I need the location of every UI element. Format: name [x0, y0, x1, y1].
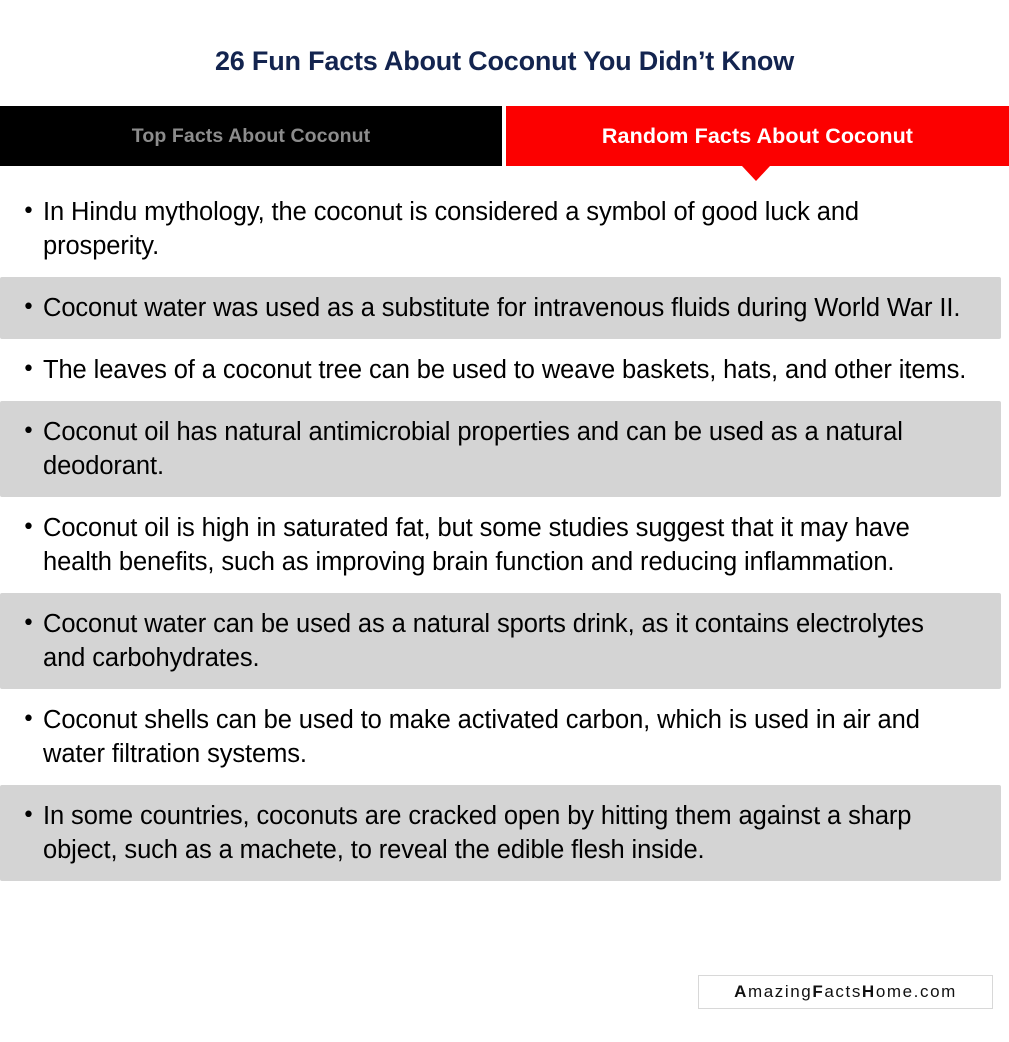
bullet-icon: • — [22, 515, 35, 541]
list-item — [0, 497, 1009, 593]
tab-bar — [0, 106, 1009, 166]
watermark-badge — [698, 975, 993, 1009]
list-item — [0, 689, 1009, 785]
fact-text: Coconut water was used as a substitute for intravenous fluids during World War II. — [43, 294, 961, 323]
bullet-icon: • — [22, 803, 35, 829]
bullet-icon: • — [22, 707, 35, 733]
bullet-icon: • — [22, 199, 35, 225]
page-title: 26 Fun Facts About Coconut You Didn’t Know — [214, 46, 795, 77]
fact-text: In some countries, coconuts are cracked open by hitting them against a sharp object, such as a machete, to reveal the edible flesh inside. — [43, 802, 912, 865]
bullet-icon: • — [22, 419, 35, 445]
fact-text: Coconut oil is high in saturated fat, but some studies suggest that it may have health benefits, such as improving brain function and reducing inflammation. — [43, 514, 910, 577]
bullet-icon: • — [22, 357, 35, 383]
list-item — [0, 401, 1001, 497]
watermark-text: AmazingFactsHome.com — [734, 982, 957, 1002]
bullet-icon: • — [22, 295, 35, 321]
fact-text: Coconut shells can be used to make activated carbon, which is used in air and water filtration systems. — [43, 706, 920, 769]
list-item — [0, 181, 1009, 277]
bullet-icon: • — [22, 611, 35, 637]
tab-label: Top Facts About Coconut — [131, 124, 371, 147]
list-item — [0, 277, 1001, 339]
fact-text: Coconut oil has natural antimicrobial properties and can be used as a natural deodorant. — [43, 418, 903, 481]
tab-top-facts-about-coconut[interactable] — [0, 106, 502, 166]
list-item — [0, 339, 1009, 401]
facts-list — [0, 181, 1009, 881]
active-tab-pointer-icon — [742, 166, 770, 181]
tab-random-facts-about-coconut[interactable] — [506, 106, 1009, 166]
tab-label: Random Facts About Coconut — [601, 123, 914, 148]
fact-text: Coconut water can be used as a natural sports drink, as it contains electrolytes and carbohydrates. — [43, 610, 924, 673]
list-item — [0, 593, 1001, 689]
fact-text: In Hindu mythology, the coconut is considered a symbol of good luck and prosperity. — [43, 198, 859, 261]
fact-text: The leaves of a coconut tree can be used to weave baskets, hats, and other items. — [43, 356, 967, 385]
list-item — [0, 785, 1001, 881]
